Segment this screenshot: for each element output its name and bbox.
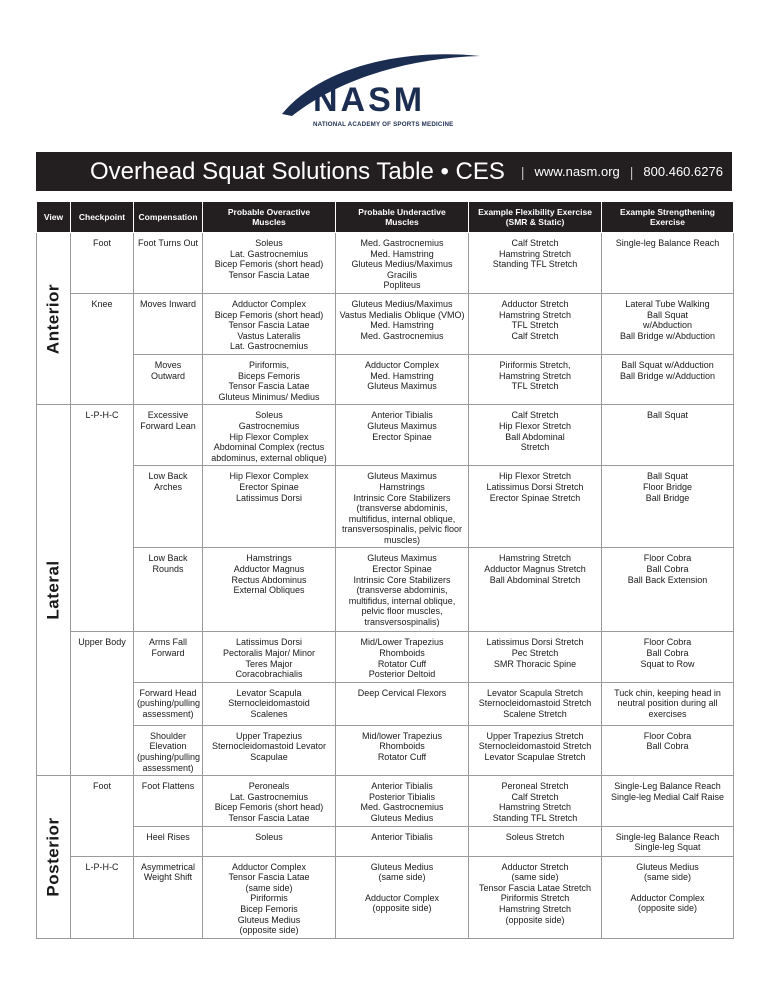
flexibility-cell-line: Hamstring Stretch (498, 309, 572, 320)
flexibility-cell-line: (opposite side) (505, 914, 565, 925)
view-anterior (37, 233, 71, 405)
strengthening-cell-line: Gluteus Medius (636, 861, 699, 872)
flexibility-cell-line: Tensor Fascia Latae Stretch (478, 882, 592, 893)
underactive-cell-line: Posterior Tibialis (368, 791, 436, 802)
flexibility-cell-line: Calf Stretch (511, 791, 559, 802)
flexibility-cell-line: Piriformis Stretch, (499, 359, 571, 370)
flexibility-cell (469, 826, 602, 856)
flexibility-cell-line: Levator Scapulae Stretch (484, 752, 586, 763)
strengthening-cell-line: Squat to Row (640, 658, 695, 669)
flexibility-cell-line: TFL Stretch (511, 381, 559, 392)
overactive-cell (203, 776, 336, 826)
flexibility-cell-line: Adductor Stretch (501, 298, 569, 309)
flexibility-cell-line: Piriformis Stretch (500, 893, 570, 904)
flexibility-cell-line: TFL Stretch (511, 320, 559, 331)
strengthening-cell (602, 466, 734, 548)
overactive-cell-line: Piriformis (250, 893, 288, 904)
overactive-cell-line: (same side) (245, 882, 293, 893)
overactive-cell (203, 632, 336, 682)
overactive-cell-line: Biceps Femoris (237, 370, 300, 381)
underactive-cell (336, 405, 469, 466)
overactive-cell-line: Scalenes (250, 709, 288, 720)
strengthening-cell-line: Floor Cobra (643, 730, 692, 741)
flexibility-cell-line: SMR Thoracic Spine (493, 658, 577, 669)
strengthening-cell-line: Ball Back Extension (627, 574, 708, 585)
flexibility-cell-line: Levator Scapula Stretch (486, 687, 584, 698)
overactive-cell-line: Erector Spinae (239, 481, 299, 492)
underactive-cell-line: Gluteus Maximus (367, 553, 437, 564)
underactive-cell-line: Med. Gastrocnemius (360, 802, 444, 813)
underactive-cell-line: Rhomboids (379, 741, 425, 752)
checkpoint-cell: Upper Body (71, 632, 134, 776)
column-header: Checkpoint (71, 202, 134, 233)
underactive-cell-line: Gluteus Maximus (367, 381, 437, 392)
overactive-cell (203, 548, 336, 632)
underactive-cell-line: Gluteus Medius/Maximus (351, 298, 453, 309)
underactive-cell-line: Anterior Tibialis (371, 831, 433, 842)
overactive-cell-line: Latissimus Dorsi (235, 492, 302, 503)
overactive-cell-line: Pectoralis Major/ Minor (222, 648, 316, 659)
strengthening-cell-line: Ball Squat (646, 471, 689, 482)
table-row (37, 826, 734, 856)
table-row (37, 682, 734, 725)
overactive-cell-line: Sternocleidomastoid Levator (211, 741, 327, 752)
underactive-cell (336, 233, 469, 294)
strengthening-cell (602, 776, 734, 826)
table-row (37, 293, 734, 354)
column-header: Probable Underactive Muscles (336, 202, 469, 233)
underactive-cell-line: Adductor Complex (364, 359, 440, 370)
underactive-cell-line: multifidus, internal oblique, (348, 595, 456, 606)
overactive-cell-line: Hip Flexor Complex (229, 471, 309, 482)
underactive-cell-line: muscles) (383, 534, 420, 545)
compensation-cell: Excessive Forward Lean (134, 405, 203, 466)
underactive-cell-line: transversospinalis, pelvic floor (341, 524, 463, 535)
underactive-cell-line: Posterior Deltoid (368, 669, 436, 680)
overactive-cell-line: Sternocleidomastoid (228, 698, 310, 709)
strengthening-cell-line: Floor Cobra (643, 637, 692, 648)
table-row (37, 233, 734, 294)
overactive-cell (203, 466, 336, 548)
underactive-cell (336, 826, 469, 856)
page-title: Overhead Squat Solutions Table • CES (90, 157, 505, 185)
overactive-cell-line: Tensor Fascia Latae (228, 269, 310, 280)
strengthening-cell (602, 293, 734, 354)
strengthening-cell-line: Single-Leg Balance Reach (614, 781, 721, 792)
overactive-cell-line: Abdominal Complex (rectus (213, 442, 325, 453)
table-row (37, 466, 734, 548)
underactive-cell-line: Intrinsic Core Stabilizers (353, 574, 451, 585)
logo-tagline: NATIONAL ACADEMY OF SPORTS MEDICINE (313, 121, 454, 128)
logo-wordmark: NASM (313, 81, 426, 119)
overactive-cell-line: Lat. Gastrocnemius (229, 248, 309, 259)
strengthening-cell-line: Ball Cobra (646, 741, 689, 752)
overactive-cell-line: Vastus Lateralis (237, 330, 301, 341)
table-row (37, 856, 734, 938)
overactive-cell-line: Hip Flexor Complex (229, 431, 309, 442)
compensation-cell: Low Back Rounds (134, 548, 203, 632)
flexibility-cell-line: Standing TFL Stretch (492, 813, 578, 823)
strengthening-cell-line: w/Abduction (642, 320, 693, 331)
compensation-cell: Foot Turns Out (134, 233, 203, 294)
strengthening-cell-line: Floor Bridge (642, 481, 693, 492)
flexibility-cell-line: Scalene Stretch (503, 709, 567, 720)
overactive-cell-line: Hamstrings (246, 553, 292, 564)
underactive-cell-line: (transverse abdominis, (356, 503, 448, 514)
underactive-cell-line: Mid/Lower Trapezius (360, 637, 444, 648)
overactive-cell-line: Rectus Abdominus (231, 574, 307, 585)
view-label: Posterior (43, 817, 63, 897)
title-banner (36, 152, 732, 191)
flexibility-cell-line: Calf Stretch (511, 330, 559, 341)
overactive-cell-line: Levator Scapula (236, 687, 302, 698)
underactive-cell-line: Gracilis (386, 269, 417, 280)
checkpoint-cell: Foot (71, 776, 134, 856)
separator: | (629, 163, 634, 180)
underactive-cell-line: multifidus, internal oblique, (348, 513, 456, 524)
website-link[interactable]: www.nasm.org (534, 164, 620, 179)
overactive-cell-line: Bicep Femoris (short head) (214, 802, 324, 813)
underactive-cell-line: Intrinsic Core Stabilizers (353, 492, 451, 503)
underactive-cell (336, 856, 469, 938)
strengthening-cell (602, 405, 734, 466)
column-header: View (37, 202, 71, 233)
view-lateral (37, 405, 71, 776)
strengthening-cell-line: Ball Bridge (645, 492, 690, 503)
underactive-cell (336, 725, 469, 775)
overactive-cell-line: Bicep Femoris (short head) (214, 259, 324, 270)
flexibility-cell (469, 856, 602, 938)
overactive-cell-line: Lat. Gastrocnemius (229, 791, 309, 802)
overactive-cell-line: Bicep Femoris (240, 903, 298, 914)
column-header: Example Flexibility Exercise (SMR & Static) (469, 202, 602, 233)
flexibility-cell-line: Sternocleidomastoid Stretch (478, 698, 592, 709)
strengthening-cell-line: Single-leg Balance Reach (615, 238, 720, 248)
underactive-cell-line: Gluteus Maximus (367, 420, 437, 431)
overactive-cell-line: Adductor Magnus (233, 564, 305, 575)
strengthening-cell-line: Lateral Tube Walking (625, 298, 710, 309)
flexibility-cell-line: Sternocleidomastoid Stretch (478, 741, 592, 752)
table-row (37, 405, 734, 466)
underactive-cell (336, 293, 469, 354)
underactive-cell-line: (same side) (378, 872, 426, 883)
strengthening-cell (602, 856, 734, 938)
compensation-cell: Heel Rises (134, 826, 203, 856)
underactive-cell-line: Erector Spinae (372, 431, 432, 442)
underactive-cell-line: Deep Cervical Flexors (357, 687, 447, 698)
flexibility-cell-line: Hamstring Stretch (498, 370, 572, 381)
compensation-cell: Moves Inward (134, 293, 203, 354)
strengthening-cell-line: exercises (648, 709, 687, 720)
strengthening-cell-line: Floor Cobra (643, 553, 692, 564)
flexibility-cell-line: Latissimus Dorsi Stretch (486, 481, 584, 492)
column-header: Example Strengthening Exercise (602, 202, 734, 233)
overactive-cell-line: Adductor Complex (231, 861, 307, 872)
compensation-cell: Foot Flattens (134, 776, 203, 826)
underactive-cell-line: transversospinalis) (364, 617, 440, 628)
flexibility-cell (469, 293, 602, 354)
overactive-cell (203, 856, 336, 938)
flexibility-cell-line: Latissimus Dorsi Stretch (486, 637, 584, 648)
underactive-cell-line: Vastus Medialis Oblique (VMO) (339, 309, 465, 320)
flexibility-cell (469, 548, 602, 632)
strengthening-cell (602, 725, 734, 775)
overactive-cell-line: Soleus (255, 238, 283, 248)
table-row (37, 632, 734, 682)
strengthening-cell (602, 354, 734, 404)
column-header: Probable Overactive Muscles (203, 202, 336, 233)
strengthening-cell-line: Adductor Complex (630, 892, 705, 903)
strengthening-cell-line: Ball Cobra (646, 564, 689, 575)
flexibility-cell-line: Pec Stretch (511, 648, 559, 659)
compensation-cell: Moves Outward (134, 354, 203, 404)
underactive-cell-line: Rotator Cuff (377, 658, 427, 669)
underactive-cell-line: Med. Hamstring (370, 248, 434, 259)
phone-number: 800.460.6276 (643, 164, 723, 179)
underactive-cell (336, 354, 469, 404)
overactive-cell-line: Teres Major (245, 658, 293, 669)
strengthening-cell-line: Ball Bridge w/Abduction (619, 330, 716, 341)
overactive-cell-line: Gluteus Medius (237, 914, 301, 925)
overactive-cell-line: Tensor Fascia Latae (228, 320, 310, 331)
overactive-cell (203, 293, 336, 354)
strengthening-cell-line: Ball Squat (646, 410, 689, 421)
underactive-cell-line: Anterior Tibialis (371, 781, 433, 792)
table-row (37, 725, 734, 775)
flexibility-cell-line: Hip Flexor Stretch (498, 420, 572, 431)
flexibility-cell (469, 233, 602, 294)
compensation-cell: Shoulder Elevation (pushing/pulling assessment) (134, 725, 203, 775)
overactive-cell-line: Tensor Fascia Latae (228, 872, 310, 883)
table-header (37, 202, 734, 233)
flexibility-cell-line: Calf Stretch (511, 410, 559, 421)
underactive-cell-line: Erector Spinae (372, 564, 432, 575)
underactive-cell (336, 682, 469, 725)
flexibility-cell (469, 466, 602, 548)
underactive-cell-line: (transverse abdominis, (356, 585, 448, 596)
strengthening-cell-line: Single-leg Balance Reach (615, 831, 720, 842)
compensation-cell: Forward Head (pushing/pulling assessment) (134, 682, 203, 725)
flexibility-cell-line: Upper Trapezius Stretch (486, 730, 584, 741)
strengthening-cell-line: Ball Cobra (646, 648, 689, 659)
flexibility-cell-line: Calf Stretch (511, 238, 559, 248)
nasm-logo (280, 48, 480, 128)
strengthening-cell (602, 826, 734, 856)
underactive-cell-line: Med. Gastrocnemius (360, 330, 444, 341)
underactive-cell-line: (opposite side) (372, 903, 432, 914)
strengthening-cell-line: Ball Squat (646, 309, 689, 320)
strengthening-cell-line: Ball Bridge w/Adduction (619, 370, 716, 381)
overactive-cell-line: Gastrocnemius (238, 420, 300, 431)
strengthening-cell-line: neutral position during all (617, 698, 718, 709)
overactive-cell-line: Soleus (255, 410, 283, 421)
compensation-cell: Low Back Arches (134, 466, 203, 548)
overactive-cell (203, 233, 336, 294)
strengthening-cell (602, 632, 734, 682)
flexibility-cell (469, 725, 602, 775)
underactive-cell (336, 776, 469, 826)
flexibility-cell-line: Hamstring Stretch (498, 553, 572, 564)
compensation-cell: Asymmetrical Weight Shift (134, 856, 203, 938)
flexibility-cell (469, 632, 602, 682)
view-label: Anterior (43, 283, 63, 354)
underactive-cell-line: Gluteus Maximus (367, 471, 437, 482)
overactive-cell-line: Soleus (255, 831, 283, 842)
solutions-table (36, 201, 734, 939)
checkpoint-cell: Foot (71, 233, 134, 294)
underactive-cell-line: Anterior Tibialis (371, 410, 433, 421)
strengthening-cell-line: (opposite side) (637, 903, 698, 914)
strengthening-cell-line: Ball Squat w/Adduction (621, 359, 714, 370)
overactive-cell-line: Peroneals (248, 781, 290, 792)
flexibility-cell-line: Stretch (520, 442, 550, 453)
overactive-cell-line: Adductor Complex (231, 298, 307, 309)
view-posterior (37, 776, 71, 939)
overactive-cell-line: (opposite side) (239, 925, 299, 936)
underactive-cell-line: pelvic floor muscles, (361, 606, 443, 617)
underactive-cell-line: Rotator Cuff (377, 752, 427, 763)
flexibility-cell-line: Hamstring Stretch (498, 248, 572, 259)
underactive-cell-line: Gluteus Medius/Maximus (351, 259, 453, 270)
underactive-cell (336, 466, 469, 548)
overactive-cell (203, 405, 336, 466)
strengthening-cell (602, 548, 734, 632)
overactive-cell (203, 725, 336, 775)
separator: | (520, 163, 525, 180)
underactive-cell-line: Rhomboids (379, 648, 425, 659)
underactive-cell-line: Popliteus (383, 280, 421, 291)
flexibility-cell (469, 776, 602, 826)
overactive-cell-line: Lat. Gastrocnemius (229, 341, 309, 352)
overactive-cell-line: abdominus, external oblique) (211, 452, 327, 463)
underactive-cell-line: Adductor Complex (364, 892, 440, 903)
flexibility-cell (469, 682, 602, 725)
flexibility-cell (469, 354, 602, 404)
overactive-cell-line: Tensor Fascia Latae (228, 813, 310, 823)
table-row (37, 354, 734, 404)
flexibility-cell-line: Erector Spinae Stretch (489, 492, 581, 503)
flexibility-cell-line: Ball Abdominal (505, 431, 565, 442)
flexibility-cell-line: Standing TFL Stretch (492, 259, 578, 270)
table-row (37, 776, 734, 826)
checkpoint-cell: Knee (71, 293, 134, 404)
flexibility-cell (469, 405, 602, 466)
underactive-cell-line: Med. Hamstring (370, 320, 434, 331)
overactive-cell-line: Bicep Femoris (short head) (214, 309, 324, 320)
strengthening-cell-line: Single-leg Medial Calf Raise (610, 791, 725, 802)
strengthening-cell-line: Tuck chin, keeping head in (614, 687, 721, 698)
flexibility-cell-line: Peroneal Stretch (501, 781, 569, 792)
underactive-cell-line: Med. Hamstring (370, 370, 434, 381)
flexibility-cell-line: (same side) (511, 872, 559, 883)
flexibility-cell-line: Hamstring Stretch (498, 903, 572, 914)
flexibility-cell-line: Soleus Stretch (505, 831, 565, 842)
flexibility-cell-line: Adductor Stretch (501, 861, 569, 872)
strengthening-cell (602, 233, 734, 294)
underactive-cell-line: Gluteus Medius (370, 861, 434, 872)
checkpoint-cell: L-P-H-C (71, 856, 134, 938)
overactive-cell-line: Tensor Fascia Latae (228, 381, 310, 392)
flexibility-cell-line: Hip Flexor Stretch (498, 471, 572, 482)
overactive-cell (203, 826, 336, 856)
overactive-cell-line: Piriformis, (249, 359, 289, 370)
strengthening-cell (602, 682, 734, 725)
view-label: Lateral (43, 560, 63, 620)
flexibility-cell-line: Adductor Magnus Stretch (484, 564, 586, 575)
checkpoint-cell: L-P-H-C (71, 405, 134, 632)
overactive-cell-line: Gluteus Minimus/ Medius (218, 391, 320, 402)
overactive-cell-line: Upper Trapezius (235, 730, 303, 741)
overactive-cell (203, 354, 336, 404)
strengthening-cell-line: Single-leg Squat (634, 842, 701, 853)
strengthening-cell-line: (same side) (643, 872, 691, 883)
overactive-cell-line: Scapulae (250, 752, 288, 763)
overactive-cell-line: Latissimus Dorsi (235, 637, 302, 648)
underactive-cell-line: Mid/lower Trapezius (361, 730, 443, 741)
column-header: Compensation (134, 202, 203, 233)
underactive-cell-line: Hamstrings (379, 481, 425, 492)
overactive-cell-line: External Obliques (233, 585, 305, 596)
compensation-cell: Arms Fall Forward (134, 632, 203, 682)
flexibility-cell-line: Hamstring Stretch (498, 802, 572, 813)
underactive-cell (336, 632, 469, 682)
table-row (37, 548, 734, 632)
flexibility-cell-line: Ball Abdominal Stretch (489, 574, 581, 585)
underactive-cell-line: Gluteus Medius (370, 813, 434, 823)
underactive-cell-line: Med. Gastrocnemius (360, 238, 444, 248)
underactive-cell (336, 548, 469, 632)
overactive-cell-line: Coracobrachialis (235, 669, 303, 680)
overactive-cell (203, 682, 336, 725)
